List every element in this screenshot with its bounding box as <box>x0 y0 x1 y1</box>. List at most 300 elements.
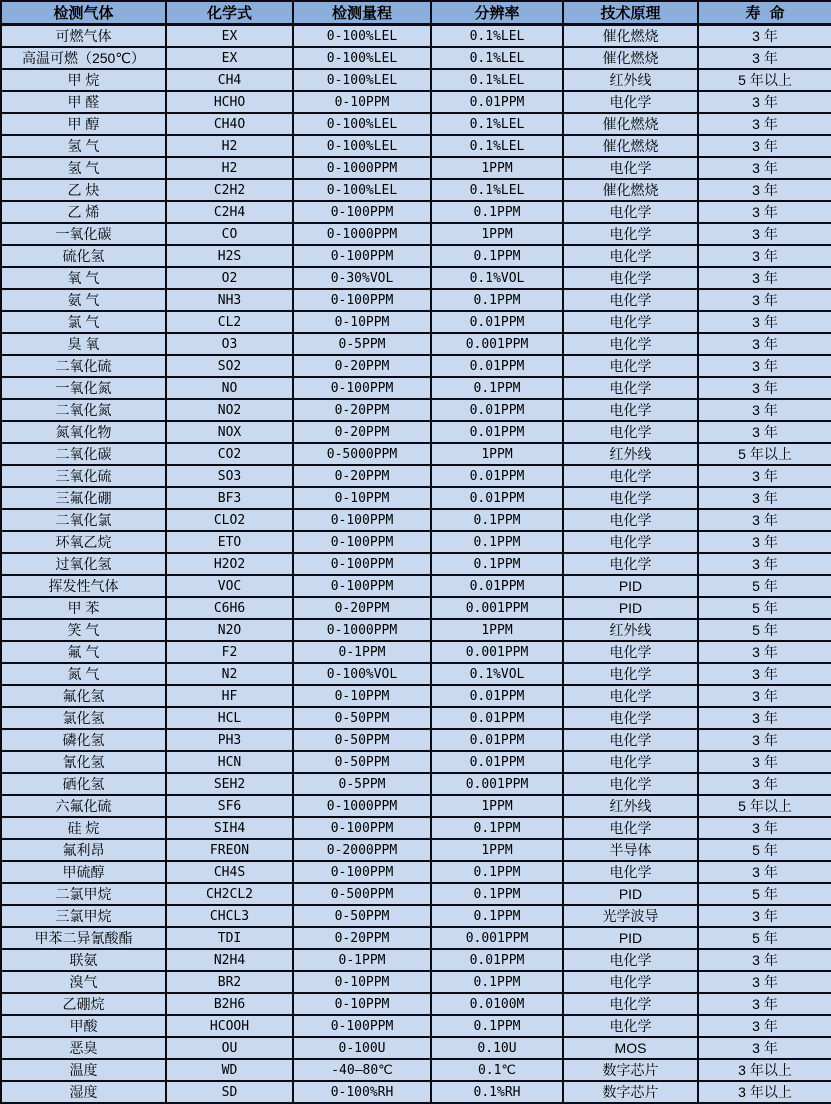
table-row <box>1 553 831 575</box>
cell-gas-name: 臭 氧 <box>1 333 166 355</box>
cell-resolution: 0.1%LEL <box>431 25 563 48</box>
cell-principle: 电化学 <box>563 1015 698 1037</box>
cell-principle: 催化燃烧 <box>563 47 698 69</box>
cell-gas-name: 湿度 <box>1 1081 166 1103</box>
cell-formula: CO <box>166 223 293 245</box>
cell-range: 0-20PPM <box>293 927 431 949</box>
cell-gas-name: 氟利昂 <box>1 839 166 861</box>
cell-formula: HCL <box>166 707 293 729</box>
cell-resolution: 0.1%LEL <box>431 47 563 69</box>
cell-principle: 电化学 <box>563 817 698 839</box>
cell-range: 0-50PPM <box>293 905 431 927</box>
cell-principle: 催化燃烧 <box>563 25 698 48</box>
cell-resolution: 0.1PPM <box>431 509 563 531</box>
cell-lifespan: 3 年 <box>698 421 831 443</box>
header-formula: 化学式 <box>166 1 293 25</box>
cell-range: 0-100PPM <box>293 289 431 311</box>
cell-principle: 数字芯片 <box>563 1081 698 1103</box>
cell-lifespan: 3 年 <box>698 971 831 993</box>
cell-gas-name: 氢 气 <box>1 135 166 157</box>
cell-range: 0-1000PPM <box>293 795 431 817</box>
cell-resolution: 0.1PPM <box>431 883 563 905</box>
cell-principle: 电化学 <box>563 355 698 377</box>
cell-lifespan: 3 年 <box>698 773 831 795</box>
cell-lifespan: 3 年 <box>698 685 831 707</box>
cell-lifespan: 5 年以上 <box>698 443 831 465</box>
cell-resolution: 1PPM <box>431 839 563 861</box>
cell-range: 0-100PPM <box>293 861 431 883</box>
cell-resolution: 0.1PPM <box>431 531 563 553</box>
cell-formula: H2O2 <box>166 553 293 575</box>
cell-resolution: 0.01PPM <box>431 421 563 443</box>
cell-range: 0-10PPM <box>293 311 431 333</box>
cell-principle: 红外线 <box>563 795 698 817</box>
table-row <box>1 421 831 443</box>
table-row <box>1 795 831 817</box>
table-row <box>1 1081 831 1103</box>
cell-lifespan: 3 年 <box>698 25 831 48</box>
cell-lifespan: 3 年 <box>698 707 831 729</box>
table-row <box>1 47 831 69</box>
cell-resolution: 0.1%LEL <box>431 113 563 135</box>
cell-lifespan: 3 年 <box>698 949 831 971</box>
cell-range: 0-30%VOL <box>293 267 431 289</box>
cell-formula: CH4S <box>166 861 293 883</box>
cell-gas-name: 氯化氢 <box>1 707 166 729</box>
cell-lifespan: 3 年 <box>698 729 831 751</box>
cell-range: 0-100PPM <box>293 245 431 267</box>
cell-principle: 电化学 <box>563 487 698 509</box>
cell-formula: C2H2 <box>166 179 293 201</box>
cell-lifespan: 3 年 <box>698 377 831 399</box>
cell-range: 0-100PPM <box>293 553 431 575</box>
cell-resolution: 0.1PPM <box>431 971 563 993</box>
cell-gas-name: 高温可燃（250℃） <box>1 47 166 69</box>
cell-range: 0-100U <box>293 1037 431 1059</box>
cell-resolution: 0.1PPM <box>431 861 563 883</box>
cell-lifespan: 5 年 <box>698 927 831 949</box>
cell-range: 0-100PPM <box>293 817 431 839</box>
cell-formula: HF <box>166 685 293 707</box>
cell-resolution: 1PPM <box>431 223 563 245</box>
cell-range: -40—80℃ <box>293 1059 431 1081</box>
cell-principle: 电化学 <box>563 465 698 487</box>
table-row <box>1 949 831 971</box>
cell-gas-name: 甲 苯 <box>1 597 166 619</box>
cell-formula: HCOOH <box>166 1015 293 1037</box>
cell-resolution: 0.1PPM <box>431 201 563 223</box>
cell-resolution: 0.001PPM <box>431 333 563 355</box>
cell-gas-name: 甲 醇 <box>1 113 166 135</box>
cell-range: 0-100PPM <box>293 1015 431 1037</box>
cell-principle: 催化燃烧 <box>563 179 698 201</box>
cell-resolution: 0.0100M <box>431 993 563 1015</box>
cell-gas-name: 甲 醛 <box>1 91 166 113</box>
cell-formula: SD <box>166 1081 293 1103</box>
cell-lifespan: 3 年 <box>698 531 831 553</box>
cell-formula: F2 <box>166 641 293 663</box>
cell-gas-name: 硒化氢 <box>1 773 166 795</box>
table-row <box>1 1037 831 1059</box>
cell-formula: NO <box>166 377 293 399</box>
cell-range: 0-1PPM <box>293 641 431 663</box>
table-row <box>1 91 831 113</box>
table-body <box>1 25 831 1104</box>
cell-formula: EX <box>166 47 293 69</box>
cell-range: 0-10PPM <box>293 685 431 707</box>
cell-gas-name: 恶臭 <box>1 1037 166 1059</box>
cell-resolution: 0.1PPM <box>431 289 563 311</box>
table-row <box>1 685 831 707</box>
cell-principle: 催化燃烧 <box>563 113 698 135</box>
table-row <box>1 971 831 993</box>
cell-formula: O2 <box>166 267 293 289</box>
cell-gas-name: 二氯甲烷 <box>1 883 166 905</box>
table-row <box>1 1059 831 1081</box>
table-row <box>1 487 831 509</box>
cell-resolution: 0.1℃ <box>431 1059 563 1081</box>
cell-resolution: 0.10U <box>431 1037 563 1059</box>
cell-lifespan: 5 年 <box>698 597 831 619</box>
cell-gas-name: 笑 气 <box>1 619 166 641</box>
table-row <box>1 25 831 48</box>
cell-range: 0-5000PPM <box>293 443 431 465</box>
cell-gas-name: 二氧化氮 <box>1 399 166 421</box>
cell-formula: N2H4 <box>166 949 293 971</box>
cell-range: 0-10PPM <box>293 993 431 1015</box>
cell-principle: 电化学 <box>563 993 698 1015</box>
cell-resolution: 0.01PPM <box>431 949 563 971</box>
cell-gas-name: 温度 <box>1 1059 166 1081</box>
cell-range: 0-500PPM <box>293 883 431 905</box>
cell-gas-name: 一氧化氮 <box>1 377 166 399</box>
cell-formula: SEH2 <box>166 773 293 795</box>
cell-lifespan: 3 年 <box>698 289 831 311</box>
cell-resolution: 0.1%LEL <box>431 135 563 157</box>
cell-resolution: 0.1PPM <box>431 245 563 267</box>
table-row <box>1 817 831 839</box>
table-row <box>1 201 831 223</box>
cell-range: 0-5PPM <box>293 773 431 795</box>
cell-formula: BF3 <box>166 487 293 509</box>
cell-lifespan: 5 年以上 <box>698 795 831 817</box>
table-row <box>1 333 831 355</box>
cell-resolution: 0.001PPM <box>431 597 563 619</box>
cell-formula: PH3 <box>166 729 293 751</box>
table-row <box>1 773 831 795</box>
cell-range: 0-100%LEL <box>293 113 431 135</box>
cell-lifespan: 3 年 <box>698 333 831 355</box>
cell-resolution: 0.01PPM <box>431 575 563 597</box>
cell-principle: 红外线 <box>563 619 698 641</box>
cell-formula: C2H4 <box>166 201 293 223</box>
cell-lifespan: 3 年 <box>698 509 831 531</box>
cell-principle: 电化学 <box>563 421 698 443</box>
header-lifespan: 寿 命 <box>698 1 831 25</box>
cell-principle: PID <box>563 927 698 949</box>
table-row <box>1 157 831 179</box>
cell-formula: CH2CL2 <box>166 883 293 905</box>
table-row <box>1 619 831 641</box>
cell-lifespan: 3 年 <box>698 993 831 1015</box>
cell-gas-name: 硫化氢 <box>1 245 166 267</box>
cell-lifespan: 5 年以上 <box>698 69 831 91</box>
cell-lifespan: 3 年以上 <box>698 1059 831 1081</box>
cell-lifespan: 3 年 <box>698 553 831 575</box>
cell-range: 0-20PPM <box>293 465 431 487</box>
cell-principle: 电化学 <box>563 707 698 729</box>
cell-lifespan: 3 年以上 <box>698 1081 831 1103</box>
cell-principle: 红外线 <box>563 443 698 465</box>
cell-gas-name: 硅 烷 <box>1 817 166 839</box>
cell-formula: CH4O <box>166 113 293 135</box>
cell-gas-name: 乙硼烷 <box>1 993 166 1015</box>
cell-gas-name: 磷化氢 <box>1 729 166 751</box>
cell-lifespan: 3 年 <box>698 817 831 839</box>
cell-range: 0-5PPM <box>293 333 431 355</box>
cell-range: 0-100PPM <box>293 531 431 553</box>
cell-formula: N2 <box>166 663 293 685</box>
cell-resolution: 1PPM <box>431 443 563 465</box>
cell-resolution: 0.001PPM <box>431 773 563 795</box>
cell-formula: EX <box>166 25 293 48</box>
table-row <box>1 113 831 135</box>
cell-range: 0-100%LEL <box>293 179 431 201</box>
cell-gas-name: 氧 气 <box>1 267 166 289</box>
cell-principle: 数字芯片 <box>563 1059 698 1081</box>
cell-principle: 电化学 <box>563 399 698 421</box>
cell-lifespan: 3 年 <box>698 47 831 69</box>
cell-lifespan: 3 年 <box>698 157 831 179</box>
cell-range: 0-100PPM <box>293 575 431 597</box>
cell-range: 0-20PPM <box>293 355 431 377</box>
cell-gas-name: 挥发性气体 <box>1 575 166 597</box>
cell-lifespan: 3 年 <box>698 223 831 245</box>
table-row <box>1 927 831 949</box>
cell-gas-name: 二氧化氯 <box>1 509 166 531</box>
cell-gas-name: 氯 气 <box>1 311 166 333</box>
cell-principle: 电化学 <box>563 333 698 355</box>
cell-principle: 电化学 <box>563 729 698 751</box>
table-row <box>1 905 831 927</box>
table-row <box>1 861 831 883</box>
cell-gas-name: 一氧化碳 <box>1 223 166 245</box>
cell-lifespan: 3 年 <box>698 641 831 663</box>
cell-resolution: 0.1%RH <box>431 1081 563 1103</box>
cell-principle: 光学波导 <box>563 905 698 927</box>
cell-gas-name: 乙 烯 <box>1 201 166 223</box>
cell-formula: TDI <box>166 927 293 949</box>
cell-principle: 半导体 <box>563 839 698 861</box>
table-row <box>1 267 831 289</box>
cell-gas-name: 氮氧化物 <box>1 421 166 443</box>
table-row <box>1 355 831 377</box>
table-row <box>1 399 831 421</box>
cell-range: 0-1000PPM <box>293 223 431 245</box>
cell-range: 0-100PPM <box>293 201 431 223</box>
cell-lifespan: 5 年 <box>698 883 831 905</box>
cell-formula: HCN <box>166 751 293 773</box>
cell-range: 0-20PPM <box>293 421 431 443</box>
cell-formula: CLO2 <box>166 509 293 531</box>
cell-resolution: 0.01PPM <box>431 399 563 421</box>
cell-resolution: 0.1PPM <box>431 817 563 839</box>
cell-principle: 红外线 <box>563 69 698 91</box>
cell-formula: SO2 <box>166 355 293 377</box>
cell-principle: 催化燃烧 <box>563 135 698 157</box>
cell-principle: 电化学 <box>563 685 698 707</box>
cell-gas-name: 氢 气 <box>1 157 166 179</box>
cell-range: 0-50PPM <box>293 707 431 729</box>
cell-lifespan: 3 年 <box>698 751 831 773</box>
cell-range: 0-1PPM <box>293 949 431 971</box>
cell-principle: 电化学 <box>563 861 698 883</box>
cell-principle: 电化学 <box>563 531 698 553</box>
cell-lifespan: 3 年 <box>698 311 831 333</box>
cell-formula: ETO <box>166 531 293 553</box>
cell-formula: NOX <box>166 421 293 443</box>
cell-resolution: 0.001PPM <box>431 927 563 949</box>
cell-gas-name: 乙 炔 <box>1 179 166 201</box>
cell-formula: WD <box>166 1059 293 1081</box>
table-row <box>1 69 831 91</box>
cell-gas-name: 溴气 <box>1 971 166 993</box>
table-row <box>1 531 831 553</box>
cell-range: 0-50PPM <box>293 729 431 751</box>
cell-principle: PID <box>563 883 698 905</box>
table-row <box>1 883 831 905</box>
cell-formula: H2 <box>166 135 293 157</box>
cell-principle: 电化学 <box>563 751 698 773</box>
cell-resolution: 0.01PPM <box>431 355 563 377</box>
table-row <box>1 1015 831 1037</box>
cell-formula: B2H6 <box>166 993 293 1015</box>
cell-range: 0-1000PPM <box>293 157 431 179</box>
cell-lifespan: 3 年 <box>698 355 831 377</box>
cell-gas-name: 甲硫醇 <box>1 861 166 883</box>
cell-lifespan: 3 年 <box>698 179 831 201</box>
cell-principle: 电化学 <box>563 245 698 267</box>
table-row <box>1 465 831 487</box>
cell-gas-name: 氟化氢 <box>1 685 166 707</box>
cell-principle: 电化学 <box>563 223 698 245</box>
cell-gas-name: 过氧化氢 <box>1 553 166 575</box>
cell-gas-name: 二氧化硫 <box>1 355 166 377</box>
table-row <box>1 377 831 399</box>
table-row <box>1 179 831 201</box>
cell-formula: NH3 <box>166 289 293 311</box>
cell-range: 0-10PPM <box>293 91 431 113</box>
header-row <box>1 1 831 25</box>
cell-lifespan: 3 年 <box>698 861 831 883</box>
cell-gas-name: 联氨 <box>1 949 166 971</box>
cell-resolution: 0.1PPM <box>431 553 563 575</box>
cell-lifespan: 3 年 <box>698 487 831 509</box>
cell-lifespan: 3 年 <box>698 1015 831 1037</box>
cell-lifespan: 3 年 <box>698 91 831 113</box>
table-row <box>1 597 831 619</box>
cell-principle: PID <box>563 597 698 619</box>
cell-principle: 电化学 <box>563 91 698 113</box>
cell-gas-name: 三氯甲烷 <box>1 905 166 927</box>
cell-resolution: 0.01PPM <box>431 751 563 773</box>
cell-principle: 电化学 <box>563 201 698 223</box>
cell-resolution: 0.01PPM <box>431 729 563 751</box>
cell-formula: SO3 <box>166 465 293 487</box>
cell-principle: 电化学 <box>563 267 698 289</box>
cell-resolution: 0.1PPM <box>431 377 563 399</box>
table-row <box>1 289 831 311</box>
cell-formula: OU <box>166 1037 293 1059</box>
cell-gas-name: 环氧乙烷 <box>1 531 166 553</box>
cell-lifespan: 3 年 <box>698 663 831 685</box>
table-row <box>1 509 831 531</box>
cell-formula: SIH4 <box>166 817 293 839</box>
cell-range: 0-100%VOL <box>293 663 431 685</box>
table-row <box>1 245 831 267</box>
cell-lifespan: 3 年 <box>698 267 831 289</box>
cell-resolution: 0.1PPM <box>431 905 563 927</box>
table-row <box>1 443 831 465</box>
cell-formula: CHCL3 <box>166 905 293 927</box>
cell-principle: 电化学 <box>563 971 698 993</box>
cell-principle: 电化学 <box>563 949 698 971</box>
cell-lifespan: 3 年 <box>698 465 831 487</box>
cell-formula: H2 <box>166 157 293 179</box>
cell-formula: H2S <box>166 245 293 267</box>
cell-gas-name: 氮 气 <box>1 663 166 685</box>
cell-gas-name: 氰化氢 <box>1 751 166 773</box>
cell-formula: C6H6 <box>166 597 293 619</box>
cell-principle: 电化学 <box>563 509 698 531</box>
cell-formula: SF6 <box>166 795 293 817</box>
cell-gas-name: 氨 气 <box>1 289 166 311</box>
cell-range: 0-10PPM <box>293 487 431 509</box>
cell-resolution: 0.01PPM <box>431 311 563 333</box>
table-row <box>1 223 831 245</box>
cell-principle: 电化学 <box>563 553 698 575</box>
cell-formula: CO2 <box>166 443 293 465</box>
cell-principle: 电化学 <box>563 311 698 333</box>
table-row <box>1 311 831 333</box>
cell-lifespan: 3 年 <box>698 113 831 135</box>
cell-resolution: 0.01PPM <box>431 487 563 509</box>
cell-gas-name: 二氧化碳 <box>1 443 166 465</box>
cell-resolution: 0.01PPM <box>431 707 563 729</box>
cell-gas-name: 三氟化硼 <box>1 487 166 509</box>
cell-range: 0-10PPM <box>293 971 431 993</box>
cell-range: 0-20PPM <box>293 597 431 619</box>
cell-formula: VOC <box>166 575 293 597</box>
cell-formula: N2O <box>166 619 293 641</box>
cell-principle: MOS <box>563 1037 698 1059</box>
cell-principle: 电化学 <box>563 663 698 685</box>
cell-range: 0-50PPM <box>293 751 431 773</box>
cell-resolution: 1PPM <box>431 157 563 179</box>
cell-resolution: 1PPM <box>431 619 563 641</box>
cell-formula: NO2 <box>166 399 293 421</box>
table-row <box>1 135 831 157</box>
cell-resolution: 0.01PPM <box>431 685 563 707</box>
header-resolution: 分辨率 <box>431 1 563 25</box>
cell-lifespan: 3 年 <box>698 1037 831 1059</box>
table-row <box>1 729 831 751</box>
cell-principle: 电化学 <box>563 773 698 795</box>
cell-lifespan: 5 年 <box>698 575 831 597</box>
cell-resolution: 0.1%VOL <box>431 267 563 289</box>
header-principle: 技术原理 <box>563 1 698 25</box>
cell-formula: FREON <box>166 839 293 861</box>
